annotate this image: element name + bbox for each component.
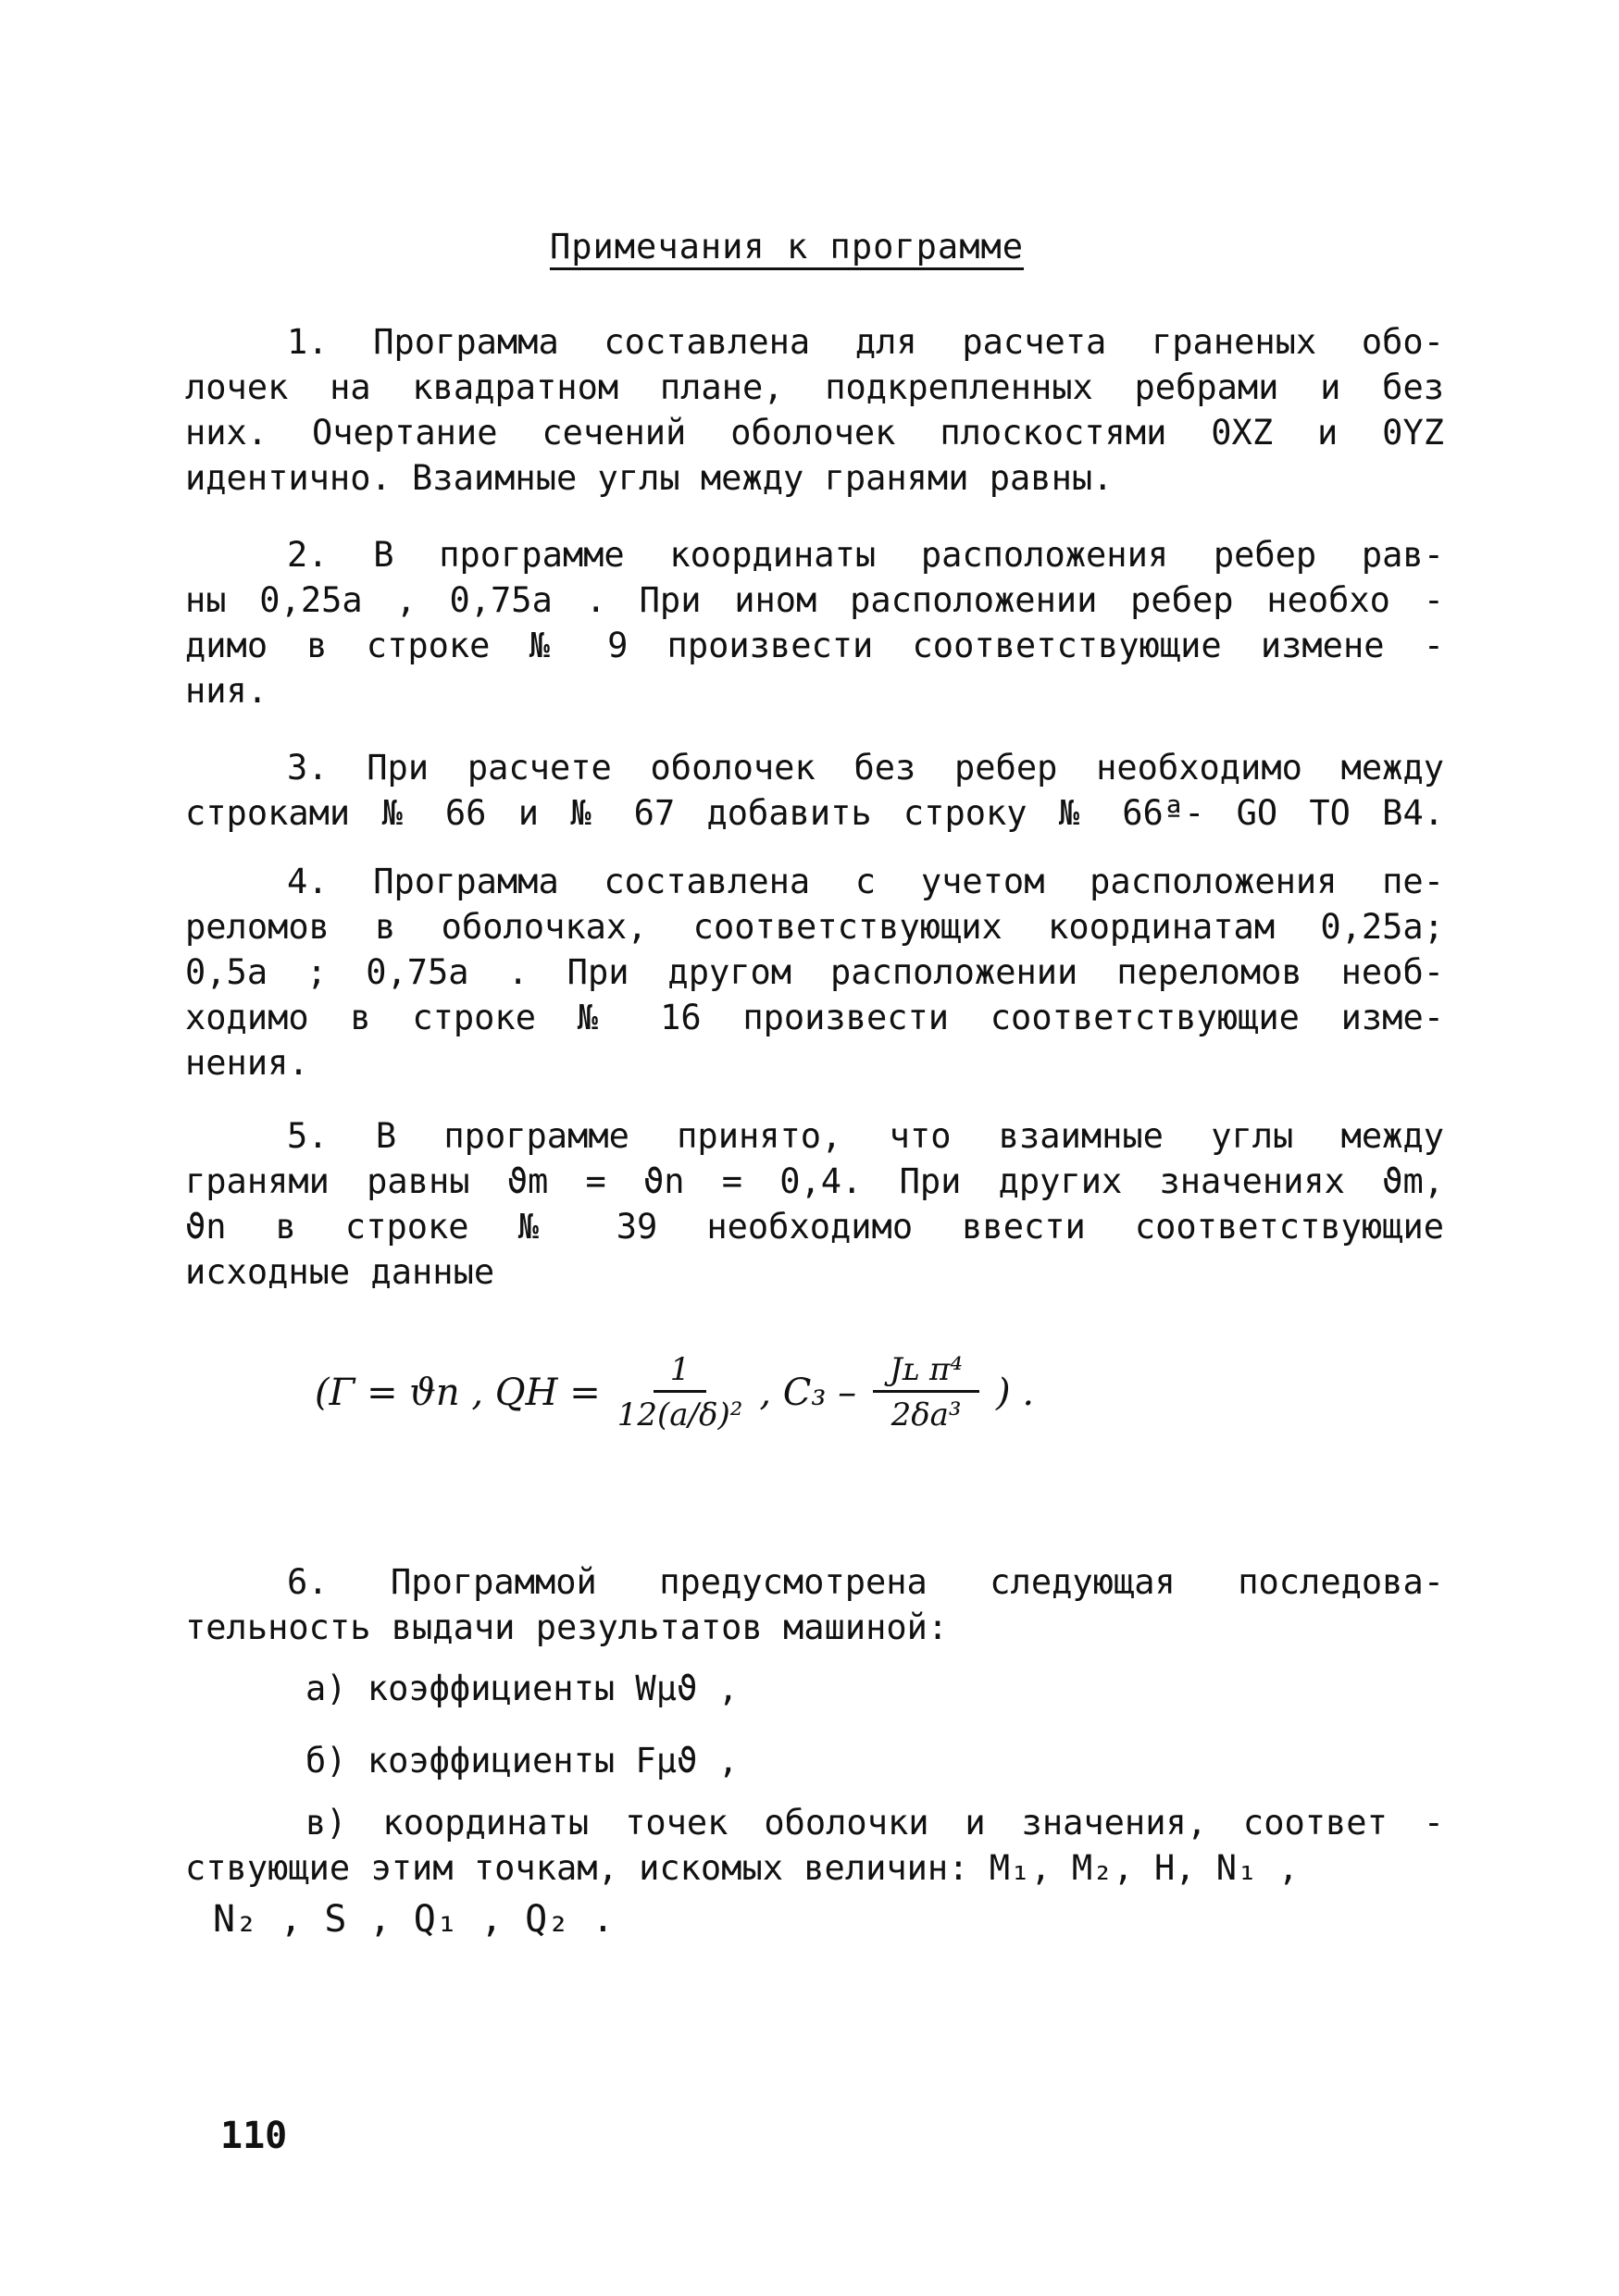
note-2-line: димо в строке № 9 произвести соответствующие измене -	[185, 626, 1444, 665]
note-1-line: них. Очертание сечений оболочек плоскостями 0XZ и 0YZ	[185, 413, 1444, 453]
note-1-line: лочек на квадратном плане, подкрепленных ребрами и без	[185, 367, 1444, 407]
note-5-line: ϑn в строке № 39 необходимо ввести соответствующие	[185, 1207, 1444, 1247]
fraction-denominator: 12(a/δ)²	[616, 1396, 743, 1433]
note-2-line: ны 0,25a , 0,75a . При ином расположении ребер необхо -	[185, 580, 1444, 620]
note-6-line: тельность выдачи результатов машиной:	[185, 1607, 949, 1647]
page-number: 110	[220, 2115, 288, 2157]
note-5	[185, 1113, 1444, 1295]
formula-close: ) .	[996, 1371, 1035, 1414]
note-4-line: ходимо в строке № 16 произвести соответствующие изме-	[185, 998, 1444, 1037]
fraction-numerator: 1	[654, 1351, 707, 1393]
note-1	[185, 319, 1444, 501]
list-item-v-line: N₂ , S , Q₁ , Q₂ .	[213, 1898, 615, 1941]
note-1-line: 1. Программа составлена для расчета граненых обо-	[287, 322, 1444, 362]
note-6-line: 6. Программой предусмотрена следующая последова-	[287, 1562, 1444, 1602]
fraction-numerator: Jʟ π⁴	[873, 1351, 979, 1393]
note-3-line: строками № 66 и № 67 добавить строку № 66ª- GO TO B4.	[185, 793, 1444, 833]
note-3-line: 3. При расчете оболочек без ребер необходимо между	[287, 748, 1444, 788]
page-title: Примечания к программе	[549, 227, 1025, 267]
list-item-a: а) коэффициенты Wμϑ ,	[305, 1669, 739, 1708]
note-2	[185, 532, 1444, 714]
note-4-line: 0,5a ; 0,75a . При другом расположении переломов необ-	[185, 952, 1444, 992]
note-1-line: идентично. Взаимные углы между гранями равны.	[185, 458, 1114, 498]
note-4-line: 4. Программа составлена с учетом расположения пе-	[287, 862, 1444, 901]
note-4-line: нения.	[185, 1043, 309, 1083]
fraction-denominator: 2δa³	[890, 1396, 962, 1433]
formula-open: (Γ = ϑn , QH =	[315, 1371, 601, 1414]
note-2-line: 2. В программе координаты расположения ребер рав-	[287, 535, 1444, 575]
list-item-v-line: ствующие этим точкам, искомых величин: M₁, M₂, H, N₁ ,	[185, 1848, 1299, 1888]
list-item-b: б) коэффициенты Fμϑ ,	[305, 1741, 739, 1781]
note-5-line: исходные данные	[185, 1252, 495, 1292]
formula-mid: , C₃ –	[759, 1371, 857, 1414]
note-2-line: ния.	[185, 671, 268, 711]
list-item-v-line: в) координаты точек оболочки и значения, соответ -	[305, 1803, 1444, 1843]
note-5-line: гранями равны ϑm = ϑn = 0,4. При других значениях ϑm,	[185, 1161, 1444, 1201]
note-3	[185, 745, 1444, 836]
note-4-line: реломов в оболочках, соответствующих координатам 0,25a;	[185, 907, 1444, 947]
note-4	[185, 859, 1444, 1086]
formula-fraction-c3	[873, 1351, 979, 1433]
note-5-line: 5. В программе принято, что взаимные углы между	[287, 1116, 1444, 1156]
note-6	[185, 1559, 1444, 1650]
formula	[315, 1351, 1240, 1433]
formula-fraction-qh	[617, 1351, 743, 1433]
